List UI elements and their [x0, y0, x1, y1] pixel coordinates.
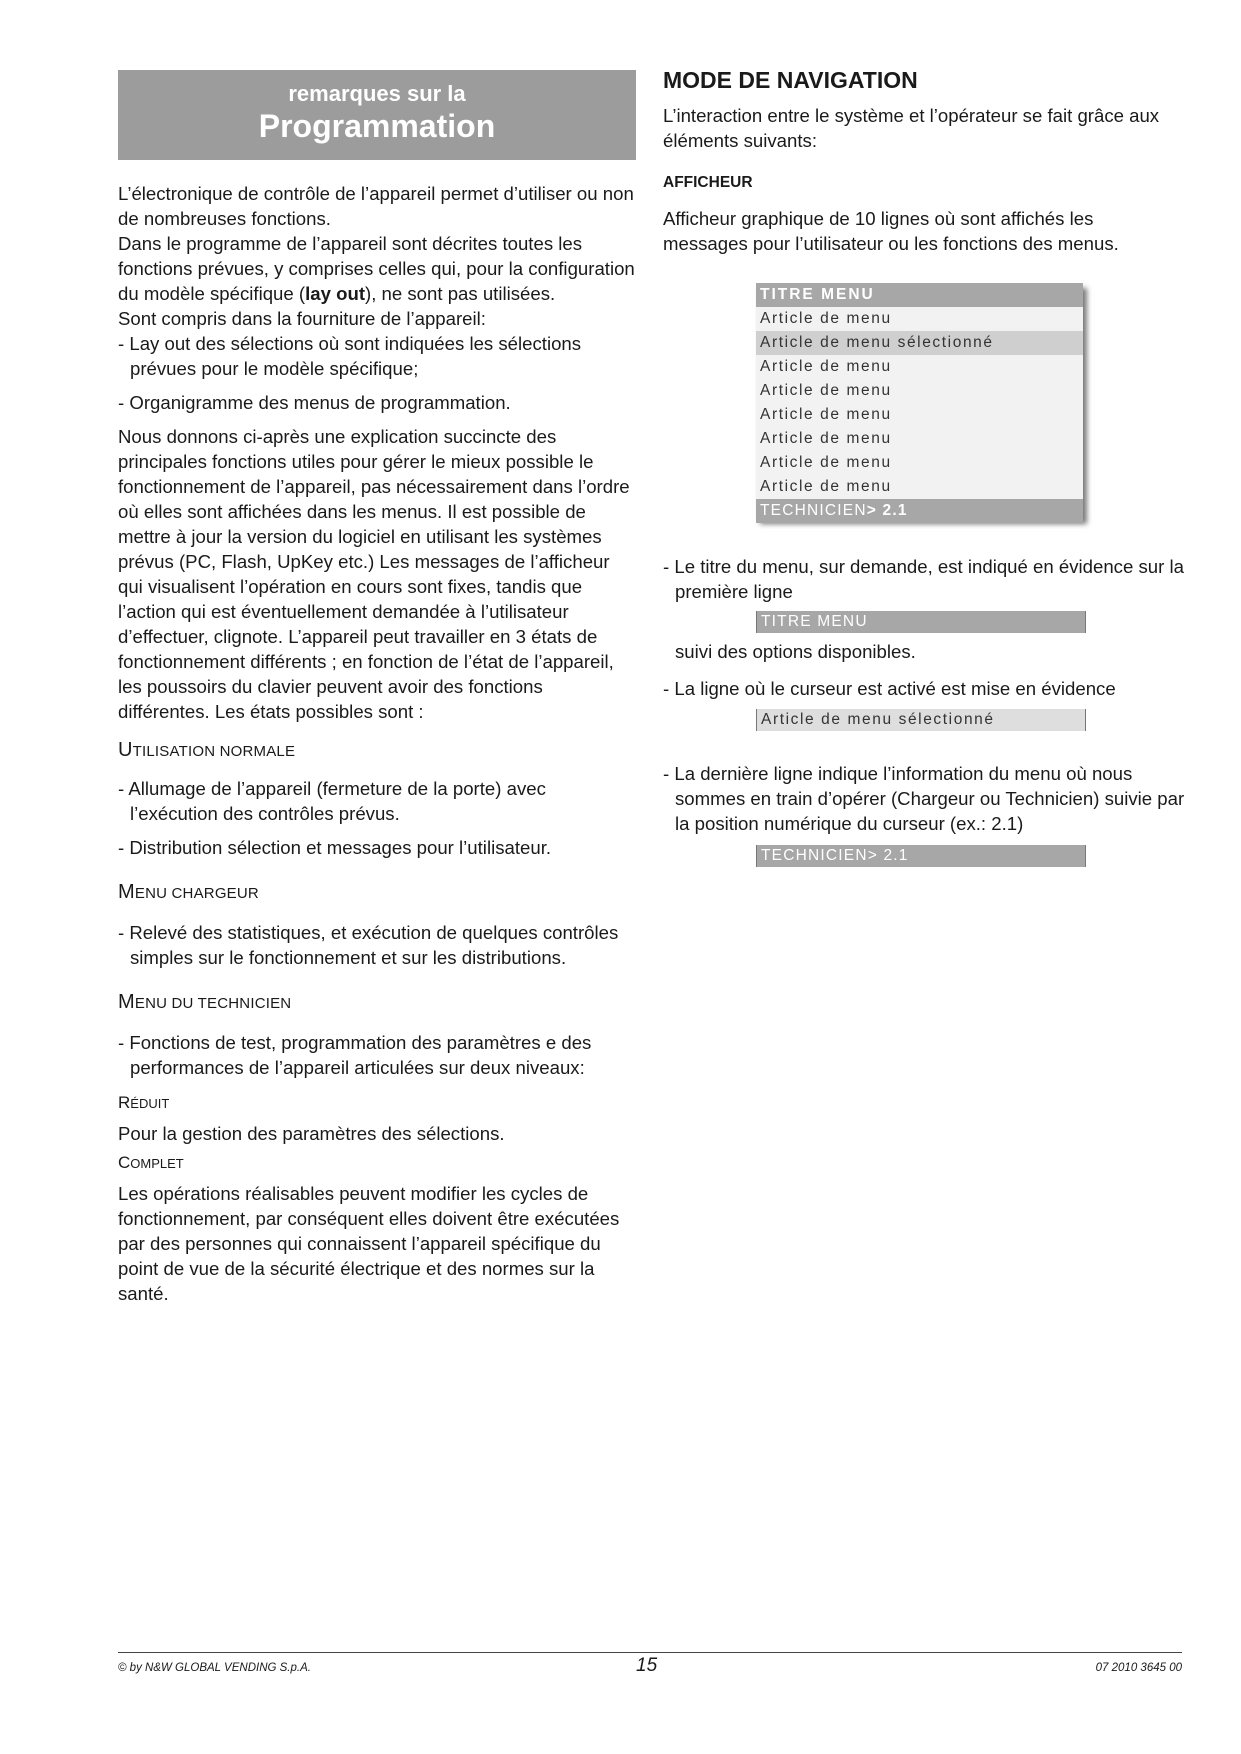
section-title: Programmation: [258, 108, 496, 144]
bullet-allumage: - Allumage de l’appareil (fermeture de la porte) avec l’exécution des contrôles prévus.: [118, 778, 546, 824]
screen-menu-item: Article de menu: [760, 310, 892, 327]
section-title-small: remarques sur la: [288, 81, 466, 106]
screen-menu-item: Article de menu: [760, 478, 892, 495]
bullet-ligne-curseur: - La ligne où le curseur est activé est mise en évidence: [663, 678, 1116, 699]
heading-utilisation-normale: UTILISATION NORMALE: [118, 739, 296, 761]
heading-menu-chargeur: MENU CHARGEUR: [118, 881, 259, 903]
body-paragraph: Nous donnons ci-après une explication succincte des principales fonctions utiles pour gérer le mieux possible le fonctionnement de l’appareil, pas nécessairement dans l’ordre où elles sont affichées dans les menus. Il est possible de mettre à jour la version du logiciel en utilisant les systèmes prévus (PC, Flash, UpKey etc.) Les messages de l’afficheur qui visualisent l’opération en cours sont fixes, tandis que l’action qui est éventuellement demandée à l’utilisateur d’effectuer, clignote. L’appareil peut travailler en 3 états de fonctionnement différents ; en fonction de l’état de l’appareil, les poussoirs du clavier peuvent avoir des fonctions différentes. Les états possibles sont :: [118, 426, 630, 722]
bullet-fonctions-test: - Fonctions de test, programmation des paramètres e des performances de l’appareil articulées sur deux niveaux:: [118, 1032, 592, 1078]
intro-paragraph-2: Dans le programme de l’appareil sont décrites toutes les fonctions prévues, y comprises celles qui, pour la configuration du modèle spécifique (lay out), ne sont pas utilisées.: [118, 233, 635, 304]
screen-menu-item: Article de menu: [760, 358, 892, 375]
screen-menu-item: Article de menu: [760, 382, 892, 399]
heading-mode-navigation: MODE DE NAVIGATION: [663, 67, 918, 93]
heading-complet: COMPLET: [118, 1153, 184, 1172]
strip-technicien: TECHNICIEN> 2.1: [756, 845, 1086, 867]
intro-paragraph-3: Sont compris dans la fourniture de l’appareil:: [118, 308, 486, 329]
bullet-organigramme: - Organigramme des menus de programmation.: [118, 392, 511, 413]
complet-text: Les opérations réalisables peuvent modifier les cycles de fonctionnement, par conséquent elles doivent être exécutées par des personnes qui connaissent l’appareil spécifique du point de vue de la sécurité électrique et des normes sur la santé.: [118, 1183, 620, 1304]
right-column: [663, 65, 1183, 256]
bullet-statistiques: - Relevé des statistiques, et exécution de quelques contrôles simples sur le fonctionnement et sur les distributions.: [118, 922, 619, 968]
bullet-derniere-ligne: - La dernière ligne indique l’information du menu où nous sommes en train d’opérer (Chargeur ou Technicien) suivie par la position numérique du curseur (ex.: 2.1): [663, 763, 1185, 834]
bullet-layout: - Lay out des sélections où sont indiquées les sélections prévues pour le modèle spécifique;: [118, 333, 582, 379]
section-title-box: [118, 70, 636, 160]
afficheur-text: Afficheur graphique de 10 lignes où sont affichés les messages pour l’utilisateur ou les fonctions des menus.: [663, 208, 1119, 254]
strip-titre-menu: TITRE MENU: [756, 611, 1086, 633]
screen-selected-item: Article de menu sélectionné: [756, 331, 1083, 355]
screen-menu-item: Article de menu: [760, 406, 892, 423]
footer-doc-code: 07 2010 3645 00: [1095, 1662, 1182, 1674]
page-number: 15: [636, 1655, 658, 1676]
suivi-options-text: suivi des options disponibles.: [675, 641, 916, 662]
screen-menu-item: Article de menu: [760, 430, 892, 447]
intro-paragraph-1: L’électronique de contrôle de l’appareil permet d’utiliser ou non de nombreuses fonctions.: [118, 183, 634, 229]
footer-divider: [118, 1652, 1182, 1653]
navigation-intro: L’interaction entre le système et l’opérateur se fait grâce aux éléments suivants:: [663, 105, 1160, 151]
left-column: [118, 70, 636, 1306]
bullet-distribution: - Distribution sélection et messages pour l’utilisateur.: [118, 837, 552, 858]
heading-afficheur: AFFICHEUR: [663, 174, 753, 191]
heading-reduit: RÉDUIT: [118, 1093, 170, 1112]
screen-title-row: TITRE MENU: [756, 283, 1083, 307]
reduit-text: Pour la gestion des paramètres des sélections.: [118, 1123, 505, 1144]
display-screen: [756, 283, 1083, 519]
screen-menu-item: Article de menu: [760, 454, 892, 471]
screen-footer-row: TECHNICIEN> 2.1: [756, 499, 1083, 523]
footer-copyright: © by N&W GLOBAL VENDING S.p.A.: [118, 1662, 311, 1674]
strip-selected-item: Article de menu sélectionné: [756, 709, 1086, 731]
heading-menu-technicien: MENU DU TECHNICIEN: [118, 991, 292, 1013]
bullet-titre-menu: - Le titre du menu, sur demande, est indiqué en évidence sur la première ligne: [663, 556, 1184, 602]
